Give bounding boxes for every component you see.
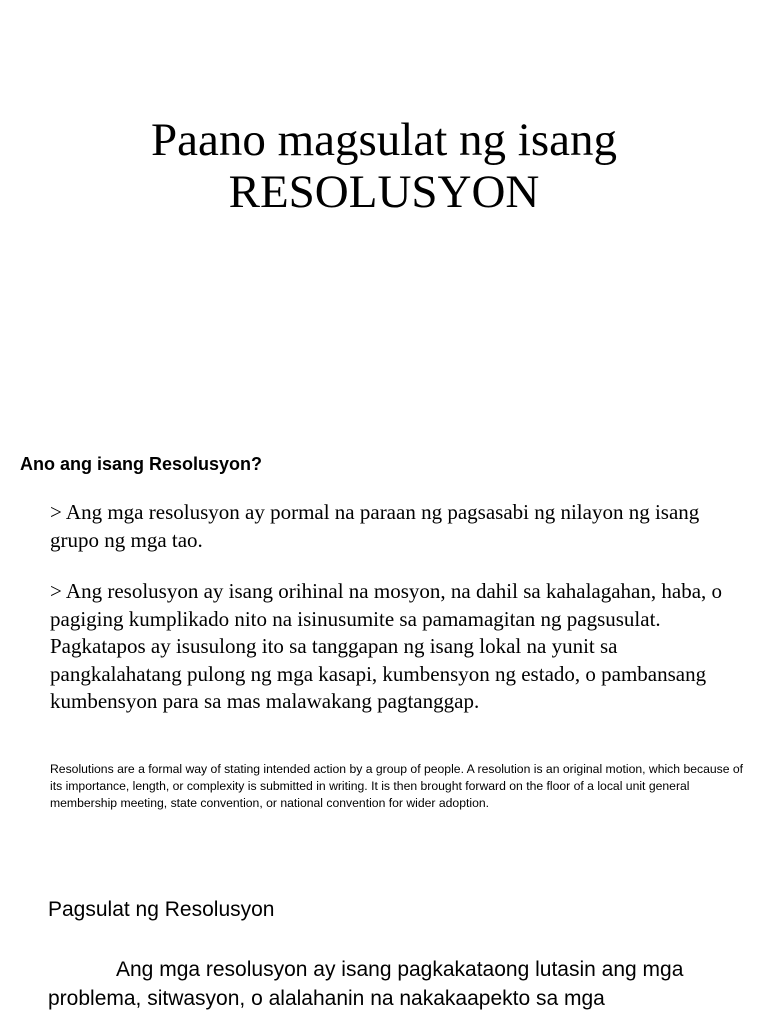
title-line-1: Paano magsulat ng isang <box>150 114 617 166</box>
title-line-2: RESOLUSYON <box>228 166 540 218</box>
section-heading: Ano ang isang Resolusyon? <box>20 454 263 474</box>
writing-paragraph-line-1: Ang mga resolusyon ay isang pagkakataong lutasin ang mga <box>116 958 684 981</box>
writing-paragraph <box>48 955 768 1013</box>
writing-subheading: Pagsulat ng Resolusyon <box>48 898 275 921</box>
english-translation-note: Resolutions are a formal way of stating intended action by a group of people. A resolution is an original motion, which because of its importance, length, or complexity is submitted in writing. It is then brought forward on the floor of a local unit general membership meeting, state convention, or national convention for wider adoption. <box>50 762 744 810</box>
definition-paragraph-2: > Ang resolusyon ay isang orihinal na mosyon, na dahil sa kahalagahan, haba, o pagiging kumplikado nito na isinusumite sa pamamagitan ng pagsusulat. Pagkatapos ay isusulong ito sa tanggapan ng isang lokal na yunit sa pangkalahatang pulong ng mga kasapi, kumbensyon ng estado, o pambansang kumbensyon para sa mas malawakang pagtanggap. <box>50 579 723 713</box>
page-title <box>0 114 768 218</box>
definition-paragraph-1: > Ang mga resolusyon ay pormal na paraan ng pagsasabi ng nilayon ng isang grupo ng mga tao. <box>50 500 700 552</box>
writing-paragraph-line-2: problema, sitwasyon, o alalahanin na nakakaapekto sa mga <box>48 987 605 1010</box>
